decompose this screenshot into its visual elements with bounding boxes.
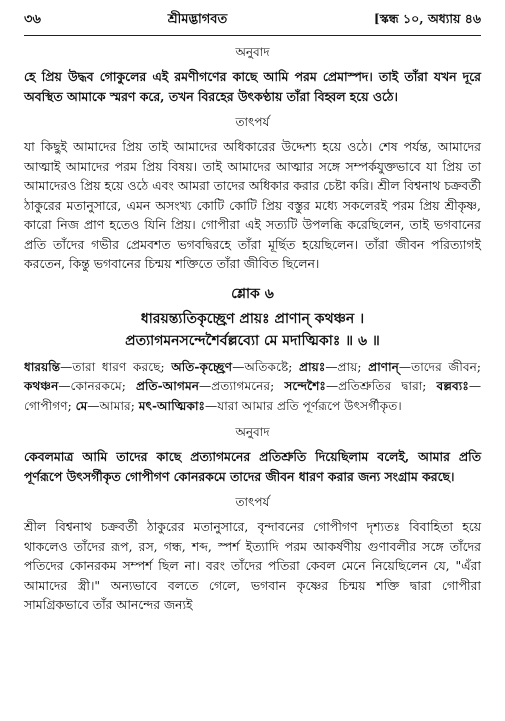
synonym-meaning: —আমার; [87, 398, 139, 413]
header-divider [24, 35, 481, 36]
verse-line-2: প্রত্যাগমনসন্দেশৈর্বল্লব্যো মে মদাত্মিকাঃ ॥ ৬ ॥ [125, 332, 380, 349]
synonym-word: সন্দেশৈঃ [284, 379, 326, 393]
synonym-meaning: —প্রতিশ্রুতির দ্বারা; [325, 379, 437, 393]
synonym-word: অতি-কৃচ্ছ্রেণ [171, 359, 233, 374]
synonym-word: প্রায়ঃ [299, 359, 326, 374]
synonym-word: প্রতি-আগমন [135, 379, 199, 393]
synonym-meaning: —তারা ধারণ করছে; [60, 359, 172, 374]
synonym-word: প্রাণান্ [368, 359, 399, 374]
synonym-meaning: —তাদের জীবন; [398, 359, 481, 374]
synonym-meaning: —যারা আমার প্রতি পূর্ণরূপে উৎসর্গীকৃত। [205, 398, 402, 413]
synonym-meaning: —অতিকষ্টে; [232, 359, 300, 374]
verse-number: শ্লোক ৬ [231, 285, 274, 302]
purport-heading: তাৎপর্য [235, 115, 270, 129]
synonym-meaning: —প্রায়; [325, 359, 369, 374]
purport-text-2: শ্রীল বিশ্বনাথ চক্রবর্তী ঠাকুরের মতানুসারে, বৃন্দাবনের গোপীগণ দৃশ্যতঃ বিবাহিতা হয়ে থাকলেও তাঁদের রূপ, রস, গন্ধ, শব্দ, স্পর্শ ইত্যাদি পরম আকর্ষণীয় গুণাবলীর সঙ্গে তাঁদের পতিদের কোনরকম সম্পর্শ ছিল না। বরং তাঁদের পতিরা কেবল মেনে নিয়েছিলেন যে, "এঁরা আমাদের স্ত্রী।" অন্যভাবে বলতে গেলে, ভগবান কৃষ্ণের চিন্ময় শক্তি দ্বারা গোপীরা সামগ্রিকভাবে তাঁর আনন্দের জন্যই [24, 519, 481, 612]
synonym-meaning: —গোপীগণ; [24, 379, 482, 413]
synonym-meaning: —প্রত্যাগমনের; [199, 379, 285, 393]
synonym-word: বল্লব্যঃ [436, 379, 469, 393]
page-number: ৩৬ [24, 12, 41, 27]
synonym-meaning: —কোনরকমে; [58, 379, 136, 393]
synonyms [24, 358, 481, 417]
page-header [24, 10, 481, 31]
translation-heading-2: অনুবাদ [235, 425, 270, 439]
synonym-word: কথঞ্চন [24, 379, 59, 393]
verse-line-1: ধারয়ন্ত্যতিকৃচ্ছ্রেণ প্রায়ঃ প্রাণান্ কথঞ্চন । [140, 310, 365, 327]
purport-text: যা কিছুই আমাদের প্রিয় তাই আমাদের অধিকারের উদ্দেশ্য হয়ে ওঠে। শেষ পর্যন্ত, আমাদের আত্মাই আমাদের পরম প্রিয় বিষয়। তাই আমাদের আত্মার সঙ্গে সম্পর্কযুক্তভাবে যা প্রিয় তা আমাদেরও প্রিয় হয়ে ওঠে এবং আমরা তাদের অধিকার করার চেষ্টা করি। শ্রীল বিশ্বনাথ চক্রবর্তী ঠাকুরের মতানুসারে, এমন অসংখ্য কোটি কোটি প্রিয় বস্তুর মধ্যে সকলেরই পরম প্রিয় শ্রীকৃষ্ণ, কারো নিজ প্রাণ হতেও যিনি প্রিয়। গোপীরা এই সত্যটি উপলব্ধি করেছিলেন, তাই ভগবানের প্রতি তাঁদের গভীর প্রেমবশত ভগবদ্বিরহে তাঁরা মূর্ছিত হয়েছিলেন। তাঁরা জীবন পরিত্যাগই করতেন, কিন্তু ভগবানের চিন্ময় শক্তিতে তাঁরা জীবিত ছিলেন। [24, 139, 481, 271]
book-title: শ্রীমদ্ভাগবত [167, 12, 228, 27]
translation-text: হে প্রিয় উদ্ধব গোকুলের এই রমণীগণের কাছে আমি পরম প্রেমাস্পদ। তাই তাঁরা যখন দূরে অবস্থিত আমাকে স্মরণ করে, তখন বিরহের উৎকণ্ঠায় তাঁরা বিহ্বল হয়ে ওঠে। [24, 69, 481, 104]
translation-text-2: কেবলমাত্র আমি তাদের কাছে প্রত্যাগমনের প্রতিশ্রুতি দিয়েছিলাম বলেই, আমার প্রতি পূর্ণরূপে উৎসর্গীকৃত গোপীগণ কোনরকমে তাদের জীবন ধারণ করার জন্য সংগ্রাম করছে। [24, 449, 481, 484]
synonym-word: ধারয়ন্তি [24, 359, 61, 374]
synonym-word: মে [75, 398, 88, 413]
chapter-reference: [স্কন্ধ ১০, অধ্যায় ৪৬ [373, 11, 481, 26]
translation-heading: অনুবাদ [235, 45, 270, 59]
synonym-word: মৎ-আত্মিকাঃ [138, 398, 206, 413]
purport-heading-2: তাৎপর্য [235, 495, 270, 509]
